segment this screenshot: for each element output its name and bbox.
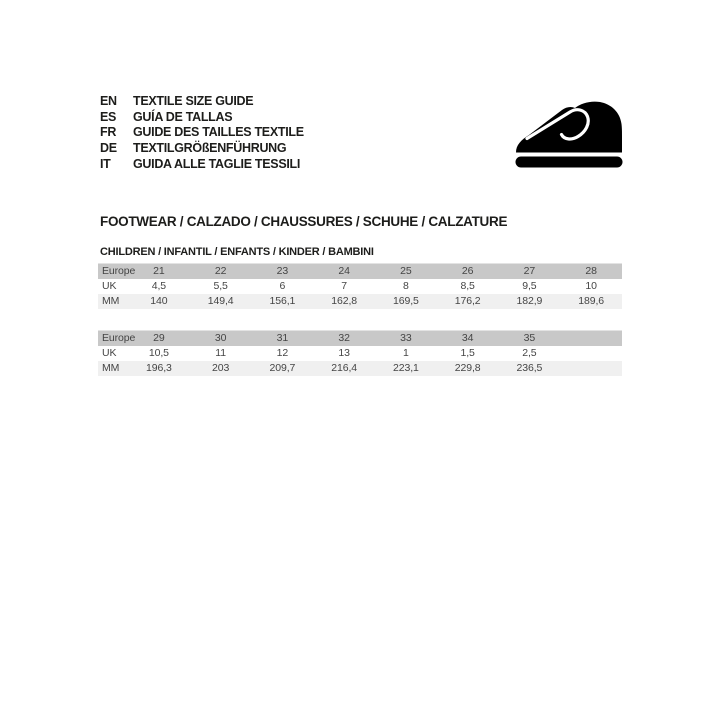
size-cell: 10: [560, 279, 622, 294]
size-cell: 182,9: [499, 294, 561, 309]
language-row-es: [100, 109, 304, 125]
row-label: UK: [98, 346, 128, 361]
size-cell: 8: [375, 279, 437, 294]
children-section-subtitle: CHILDREN / INFANTIL / ENFANTS / KINDER / BAMBINI: [100, 246, 374, 258]
size-cell: 236,5: [499, 361, 561, 376]
size-cell: 162,8: [313, 294, 375, 309]
table-row-uk: [98, 346, 622, 361]
size-cell: 34: [437, 331, 499, 347]
size-cell: 26: [437, 264, 499, 280]
size-cell: 12: [252, 346, 314, 361]
size-cell: 6: [252, 279, 314, 294]
size-cell: 7: [313, 279, 375, 294]
size-cell: 10,5: [128, 346, 190, 361]
row-label: Europe: [98, 331, 128, 347]
size-cell: 196,3: [128, 361, 190, 376]
table-row-mm: [98, 361, 622, 376]
language-label: GUIDE DES TAILLES TEXTILE: [133, 125, 304, 140]
language-label: GUIDA ALLE TAGLIE TESSILI: [133, 156, 301, 171]
table-row-mm: [98, 294, 622, 309]
size-cell: 30: [190, 331, 252, 347]
row-label: MM: [98, 294, 128, 309]
language-code: ES: [100, 109, 117, 124]
size-cell: 32: [313, 331, 375, 347]
size-cell: 11: [190, 346, 252, 361]
table-row-uk: [98, 279, 622, 294]
size-cell: 223,1: [375, 361, 437, 376]
size-cell: 24: [313, 264, 375, 280]
table-row-europe: [98, 331, 622, 347]
size-cell: 4,5: [128, 279, 190, 294]
size-cell: 229,8: [437, 361, 499, 376]
size-cell: 33: [375, 331, 437, 347]
size-cell: 1,5: [437, 346, 499, 361]
language-row-fr: [100, 124, 304, 140]
size-cell: 156,1: [252, 294, 314, 309]
size-cell: 23: [252, 264, 314, 280]
size-cell: 31: [252, 331, 314, 347]
language-code: FR: [100, 125, 117, 140]
size-cell: 22: [190, 264, 252, 280]
footwear-section-title: FOOTWEAR / CALZADO / CHAUSSURES / SCHUHE / CALZATURE: [100, 214, 508, 229]
language-label: TEXTILE SIZE GUIDE: [133, 93, 254, 108]
language-row-en: [100, 93, 304, 109]
size-cell: [560, 361, 622, 376]
table-row-europe: [98, 264, 622, 280]
size-cell: 1: [375, 346, 437, 361]
size-cell: 29: [128, 331, 190, 347]
size-cell: 203: [190, 361, 252, 376]
size-cell: 216,4: [313, 361, 375, 376]
size-cell: 13: [313, 346, 375, 361]
row-label: Europe: [98, 264, 128, 280]
language-row-de: [100, 140, 304, 156]
size-cell: 21: [128, 264, 190, 280]
size-cell: [560, 346, 622, 361]
language-label: GUÍA DE TALLAS: [133, 109, 233, 124]
size-cell: 35: [499, 331, 561, 347]
size-cell: 209,7: [252, 361, 314, 376]
size-cell: 25: [375, 264, 437, 280]
size-table-eu-29-35: [98, 330, 622, 376]
size-cell: 5,5: [190, 279, 252, 294]
size-cell: 8,5: [437, 279, 499, 294]
language-code: IT: [100, 156, 111, 171]
size-cell: 169,5: [375, 294, 437, 309]
row-label: MM: [98, 361, 128, 376]
size-table-eu-21-28: [98, 263, 622, 309]
language-guide-list: [100, 93, 304, 171]
size-cell: 9,5: [499, 279, 561, 294]
size-cell: 149,4: [190, 294, 252, 309]
language-label: TEXTILGRÖßENFÜHRUNG: [133, 140, 287, 155]
size-cell: 176,2: [437, 294, 499, 309]
language-code: EN: [100, 93, 117, 108]
size-cell: 2,5: [499, 346, 561, 361]
size-cell: [560, 331, 622, 347]
language-code: DE: [100, 140, 117, 155]
size-cell: 28: [560, 264, 622, 280]
kids-shoe-icon: [515, 99, 623, 168]
row-label: UK: [98, 279, 128, 294]
language-row-it: [100, 156, 304, 172]
size-cell: 140: [128, 294, 190, 309]
size-cell: 189,6: [560, 294, 622, 309]
size-cell: 27: [499, 264, 561, 280]
